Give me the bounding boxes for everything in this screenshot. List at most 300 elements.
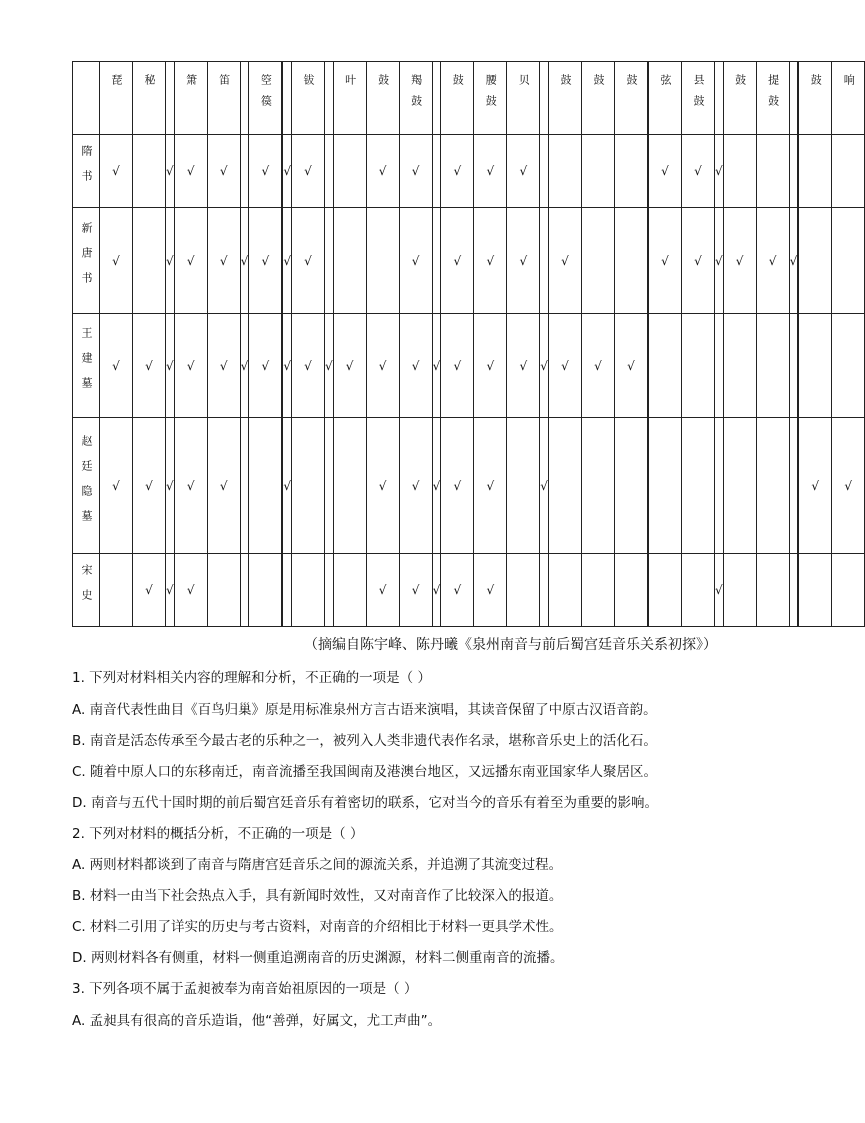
instrument-header-cell xyxy=(756,62,789,135)
instrument-header-cell xyxy=(324,62,333,135)
instrument-header-cell xyxy=(249,62,282,135)
check-mark: √ xyxy=(145,478,153,493)
check-cell xyxy=(324,314,333,418)
table-row xyxy=(73,554,865,627)
check-cell xyxy=(540,554,549,627)
check-cell xyxy=(166,418,175,554)
check-mark: √ xyxy=(283,478,291,493)
check-cell xyxy=(581,554,614,627)
check-cell xyxy=(723,314,756,418)
check-mark: √ xyxy=(453,253,462,268)
check-cell xyxy=(614,208,647,314)
check-cell xyxy=(283,554,292,627)
instrument-header-cell xyxy=(100,62,133,135)
check-cell xyxy=(432,314,441,418)
check-mark: √ xyxy=(519,253,528,268)
source-label: 新唐书 xyxy=(80,222,93,297)
check-mark: √ xyxy=(324,358,333,373)
check-cell xyxy=(832,314,865,418)
check-cell xyxy=(581,208,614,314)
check-cell xyxy=(789,135,798,208)
source-label: 宋史 xyxy=(80,564,93,614)
table-row xyxy=(73,208,865,314)
check-mark: √ xyxy=(411,253,420,268)
source-label: 赵廷隐墓 xyxy=(80,434,93,535)
check-mark: √ xyxy=(486,583,495,597)
check-cell xyxy=(100,314,133,418)
check-mark: √ xyxy=(240,253,249,268)
check-cell xyxy=(441,135,474,208)
check-mark: √ xyxy=(345,358,354,373)
instrument-name: 弦 xyxy=(658,74,672,95)
check-cell xyxy=(174,135,207,208)
check-cell xyxy=(166,554,175,627)
check-mark: √ xyxy=(283,164,291,178)
check-cell xyxy=(799,135,832,208)
check-mark: √ xyxy=(112,478,120,493)
check-mark: √ xyxy=(145,358,153,373)
instrument-header-cell xyxy=(799,62,832,135)
check-cell xyxy=(799,554,832,627)
check-cell xyxy=(240,208,249,314)
table-row xyxy=(73,135,865,208)
instrument-name: 秘 xyxy=(143,74,156,95)
check-mark: √ xyxy=(540,358,548,373)
check-mark: √ xyxy=(283,358,291,373)
check-cell xyxy=(283,418,292,554)
check-mark: √ xyxy=(811,478,820,493)
check-cell xyxy=(548,135,581,208)
check-cell xyxy=(799,314,832,418)
instrument-header-cell xyxy=(832,62,865,135)
check-mark: √ xyxy=(378,478,387,493)
instrument-name: 提鼓 xyxy=(766,74,780,116)
check-mark: √ xyxy=(166,358,174,373)
check-mark: √ xyxy=(714,253,723,268)
check-cell xyxy=(441,314,474,418)
check-cell xyxy=(100,135,133,208)
check-mark: √ xyxy=(411,358,420,373)
check-cell xyxy=(581,418,614,554)
check-mark: √ xyxy=(519,164,528,178)
check-mark: √ xyxy=(540,478,548,493)
check-cell xyxy=(548,554,581,627)
check-cell xyxy=(174,554,207,627)
question-3-option-a: A. 孟昶具有很高的音乐造诣，他“善弹，好属文，尤工声曲”。 xyxy=(72,1013,442,1029)
instrument-header-cell xyxy=(333,62,366,135)
check-cell xyxy=(333,418,366,554)
check-cell xyxy=(324,418,333,554)
question-1-option-a: A. 南音代表性曲目《百鸟归巢》原是用标准泉州方言古语来演唱，其读音保留了中原古汉语音韵。 xyxy=(72,702,657,718)
check-mark: √ xyxy=(486,164,495,178)
check-cell xyxy=(133,314,166,418)
check-cell xyxy=(832,554,865,627)
check-cell xyxy=(399,554,432,627)
check-mark: √ xyxy=(453,358,462,373)
instrument-header-cell xyxy=(240,62,249,135)
check-cell xyxy=(648,208,681,314)
question-2-option-d: D. 两则材料各有侧重，材料一侧重追溯南音的历史渊源，材料二侧重南音的流播。 xyxy=(72,950,564,966)
check-mark: √ xyxy=(411,478,420,493)
question-2-option-c: C. 材料二引用了详实的历史与考古资料，对南音的介绍相比于材料一更具学术性。 xyxy=(72,919,563,935)
check-mark: √ xyxy=(486,478,495,493)
instrument-header-cell xyxy=(681,62,714,135)
source-label-cell xyxy=(73,314,100,418)
check-cell xyxy=(548,208,581,314)
check-cell xyxy=(366,314,399,418)
instrument-name: 鼓 xyxy=(376,74,390,95)
check-cell xyxy=(714,314,723,418)
instrument-name: 鼓 xyxy=(451,74,465,95)
check-cell xyxy=(581,135,614,208)
check-mark: √ xyxy=(240,358,249,373)
check-cell xyxy=(474,135,507,208)
check-mark: √ xyxy=(694,253,702,268)
instrument-header-cell xyxy=(133,62,166,135)
check-cell xyxy=(399,208,432,314)
check-cell xyxy=(681,554,714,627)
check-mark: √ xyxy=(112,358,120,373)
check-mark: √ xyxy=(789,253,798,268)
check-mark: √ xyxy=(186,583,195,597)
instrument-name: 县鼓 xyxy=(691,74,705,116)
check-mark: √ xyxy=(519,358,528,373)
instrument-header-cell xyxy=(174,62,207,135)
table-header-row xyxy=(73,62,865,135)
check-cell xyxy=(832,135,865,208)
check-cell xyxy=(283,208,292,314)
source-caption: （摘编自陈宇峰、陈丹曦《泉州南音与前后蜀宫廷音乐关系初探》） xyxy=(304,637,717,653)
table-row xyxy=(73,418,865,554)
check-cell xyxy=(240,314,249,418)
check-mark: √ xyxy=(304,358,312,373)
check-cell xyxy=(756,208,789,314)
check-mark: √ xyxy=(486,358,495,373)
check-cell xyxy=(240,418,249,554)
check-cell xyxy=(174,314,207,418)
instrument-name: 鼓 xyxy=(809,74,823,95)
check-cell xyxy=(291,314,324,418)
check-cell xyxy=(474,314,507,418)
check-cell xyxy=(399,418,432,554)
check-mark: √ xyxy=(661,164,669,178)
check-cell xyxy=(681,208,714,314)
check-mark: √ xyxy=(432,358,441,373)
check-mark: √ xyxy=(304,164,312,178)
check-cell xyxy=(648,554,681,627)
check-cell xyxy=(581,314,614,418)
check-cell xyxy=(789,418,798,554)
check-mark: √ xyxy=(261,253,270,268)
check-mark: √ xyxy=(735,253,744,268)
instrument-name: 叶 xyxy=(343,74,357,95)
check-mark: √ xyxy=(714,583,723,597)
check-mark: √ xyxy=(486,253,495,268)
check-mark: √ xyxy=(694,164,702,178)
check-cell xyxy=(166,208,175,314)
check-mark: √ xyxy=(186,478,195,493)
check-cell xyxy=(166,135,175,208)
check-mark: √ xyxy=(186,164,195,178)
instrument-header-cell xyxy=(399,62,432,135)
instrument-name: 箜篌 xyxy=(259,74,273,116)
check-mark: √ xyxy=(661,253,669,268)
instrument-header-cell xyxy=(540,62,549,135)
instrument-header-cell xyxy=(441,62,474,135)
check-cell xyxy=(207,208,240,314)
check-cell xyxy=(283,314,292,418)
check-mark: √ xyxy=(411,164,420,178)
check-cell xyxy=(681,314,714,418)
check-cell xyxy=(548,418,581,554)
check-cell xyxy=(207,135,240,208)
instrument-header-cell xyxy=(366,62,399,135)
instrument-name: 贝 xyxy=(517,74,531,95)
check-mark: √ xyxy=(219,253,228,268)
check-cell xyxy=(714,554,723,627)
question-1-option-b: B. 南音是活态传承至今最古老的乐种之一，被列入人类非遗代表作名录，堪称音乐史上的活化石。 xyxy=(72,733,657,749)
check-cell xyxy=(133,208,166,314)
check-cell xyxy=(723,418,756,554)
check-cell xyxy=(614,314,647,418)
instrument-header-cell xyxy=(723,62,756,135)
check-cell xyxy=(548,314,581,418)
instrument-header-cell xyxy=(291,62,324,135)
check-cell xyxy=(100,208,133,314)
check-cell xyxy=(756,314,789,418)
check-cell xyxy=(249,554,282,627)
source-label-cell xyxy=(73,418,100,554)
check-cell xyxy=(100,554,133,627)
check-cell xyxy=(324,208,333,314)
check-cell xyxy=(366,418,399,554)
check-cell xyxy=(399,314,432,418)
check-cell xyxy=(133,418,166,554)
check-mark: √ xyxy=(594,358,602,373)
instrument-header-cell xyxy=(614,62,647,135)
instrument-table xyxy=(72,61,865,627)
check-mark: √ xyxy=(561,253,569,268)
check-cell xyxy=(333,208,366,314)
check-mark: √ xyxy=(112,253,120,268)
check-mark: √ xyxy=(261,358,270,373)
check-cell xyxy=(249,135,282,208)
check-cell xyxy=(133,554,166,627)
check-mark: √ xyxy=(261,164,270,178)
check-cell xyxy=(648,314,681,418)
check-mark: √ xyxy=(166,164,174,178)
check-cell xyxy=(283,135,292,208)
check-cell xyxy=(366,135,399,208)
check-mark: √ xyxy=(166,583,174,597)
check-cell xyxy=(756,418,789,554)
check-cell xyxy=(333,554,366,627)
check-cell xyxy=(240,554,249,627)
instrument-name: 箫 xyxy=(184,74,198,95)
check-mark: √ xyxy=(453,583,462,597)
check-mark: √ xyxy=(219,358,228,373)
check-cell xyxy=(100,418,133,554)
check-cell xyxy=(432,554,441,627)
check-mark: √ xyxy=(714,164,723,178)
check-cell xyxy=(614,554,647,627)
check-cell xyxy=(207,418,240,554)
instrument-header-cell xyxy=(207,62,240,135)
check-cell xyxy=(291,208,324,314)
check-cell xyxy=(540,135,549,208)
instrument-name: 笛 xyxy=(217,74,231,95)
check-cell xyxy=(366,208,399,314)
check-mark: √ xyxy=(453,478,462,493)
check-cell xyxy=(474,208,507,314)
check-cell xyxy=(166,314,175,418)
instrument-name: 琵 xyxy=(110,74,123,95)
instrument-header-cell xyxy=(548,62,581,135)
instrument-header-cell xyxy=(789,62,798,135)
check-cell xyxy=(723,554,756,627)
check-cell xyxy=(441,208,474,314)
check-cell xyxy=(756,554,789,627)
instrument-name: 鼓 xyxy=(591,74,605,95)
check-cell xyxy=(207,314,240,418)
check-mark: √ xyxy=(166,253,174,268)
instrument-header-cell xyxy=(714,62,723,135)
check-cell xyxy=(756,135,789,208)
check-cell xyxy=(789,314,798,418)
check-mark: √ xyxy=(627,358,635,373)
check-cell xyxy=(789,554,798,627)
check-mark: √ xyxy=(844,478,853,493)
check-cell xyxy=(441,554,474,627)
check-mark: √ xyxy=(219,164,228,178)
check-cell xyxy=(474,418,507,554)
check-cell xyxy=(799,418,832,554)
check-cell xyxy=(507,314,540,418)
check-cell xyxy=(614,418,647,554)
check-cell xyxy=(714,208,723,314)
check-cell xyxy=(324,135,333,208)
check-cell xyxy=(540,314,549,418)
instrument-name: 羯鼓 xyxy=(409,74,423,116)
question-1-option-c: C. 随着中原人口的东移南迁，南音流播至我国闽南及港澳台地区，又远播东南亚国家华人聚居区。 xyxy=(72,764,658,780)
check-mark: √ xyxy=(378,583,387,597)
instrument-header-cell xyxy=(166,62,175,135)
check-cell xyxy=(441,418,474,554)
check-mark: √ xyxy=(432,478,441,493)
question-2-option-a: A. 两则材料都谈到了南音与隋唐宫廷音乐之间的源流关系，并追溯了其流变过程。 xyxy=(72,857,563,873)
check-cell xyxy=(291,135,324,208)
check-cell xyxy=(832,418,865,554)
check-mark: √ xyxy=(453,164,462,178)
check-mark: √ xyxy=(283,253,291,268)
check-mark: √ xyxy=(378,164,387,178)
check-cell xyxy=(799,208,832,314)
check-cell xyxy=(714,135,723,208)
check-cell xyxy=(249,208,282,314)
instrument-name: 鼓 xyxy=(733,74,747,95)
check-cell xyxy=(648,135,681,208)
check-cell xyxy=(789,208,798,314)
instrument-name: 鼓 xyxy=(624,74,638,95)
question-1-stem: 1. 下列对材料相关内容的理解和分析，不正确的一项是（ ） xyxy=(72,670,431,686)
instrument-header-cell xyxy=(648,62,681,135)
check-cell xyxy=(540,208,549,314)
check-cell xyxy=(540,418,549,554)
check-cell xyxy=(324,554,333,627)
table-row xyxy=(73,314,865,418)
check-mark: √ xyxy=(304,253,312,268)
instrument-header-cell xyxy=(474,62,507,135)
instrument-name: 钹 xyxy=(301,74,315,95)
instrument-name: 响 xyxy=(842,74,856,95)
check-mark: √ xyxy=(768,253,777,268)
check-cell xyxy=(207,554,240,627)
instrument-header-cell xyxy=(432,62,441,135)
check-mark: √ xyxy=(561,358,569,373)
check-cell xyxy=(249,418,282,554)
question-1-option-d: D. 南音与五代十国时期的前后蜀宫廷音乐有着密切的联系，它对当今的音乐有着至为重要的影响。 xyxy=(72,795,658,811)
source-label: 隋书 xyxy=(80,145,93,195)
question-2-stem: 2. 下列对材料的概括分析，不正确的一项是（ ） xyxy=(72,826,364,842)
instrument-header-cell xyxy=(507,62,540,135)
check-cell xyxy=(474,554,507,627)
question-3-stem: 3. 下列各项不属于孟昶被奉为南音始祖原因的一项是（ ） xyxy=(72,981,418,997)
question-2-option-b: B. 材料一由当下社会热点入手，具有新闻时效性，又对南音作了比较深入的报道。 xyxy=(72,888,563,904)
check-mark: √ xyxy=(432,583,441,597)
table-corner-cell xyxy=(73,62,100,135)
check-cell xyxy=(366,554,399,627)
instrument-name: 腰鼓 xyxy=(484,74,498,116)
check-mark: √ xyxy=(411,583,420,597)
check-cell xyxy=(507,418,540,554)
check-cell xyxy=(291,554,324,627)
instrument-header-cell xyxy=(581,62,614,135)
check-mark: √ xyxy=(112,164,120,178)
check-mark: √ xyxy=(186,253,195,268)
check-cell xyxy=(432,135,441,208)
check-cell xyxy=(432,208,441,314)
check-cell xyxy=(614,135,647,208)
instrument-name: 鼓 xyxy=(558,74,572,95)
check-cell xyxy=(723,208,756,314)
source-label-cell xyxy=(73,135,100,208)
check-cell xyxy=(432,418,441,554)
check-mark: √ xyxy=(166,478,174,493)
check-mark: √ xyxy=(145,583,153,597)
check-cell xyxy=(133,135,166,208)
check-cell xyxy=(681,135,714,208)
check-cell xyxy=(507,554,540,627)
check-cell xyxy=(714,418,723,554)
source-label-cell xyxy=(73,208,100,314)
check-cell xyxy=(507,208,540,314)
check-cell xyxy=(174,208,207,314)
source-label-cell xyxy=(73,554,100,627)
check-cell xyxy=(399,135,432,208)
check-mark: √ xyxy=(378,358,387,373)
check-cell xyxy=(333,135,366,208)
check-cell xyxy=(240,135,249,208)
check-cell xyxy=(249,314,282,418)
check-mark: √ xyxy=(186,358,195,373)
check-cell xyxy=(333,314,366,418)
check-cell xyxy=(507,135,540,208)
check-cell xyxy=(291,418,324,554)
instrument-header-cell xyxy=(283,62,292,135)
check-cell xyxy=(832,208,865,314)
check-cell xyxy=(681,418,714,554)
source-label: 王建墓 xyxy=(80,327,93,402)
